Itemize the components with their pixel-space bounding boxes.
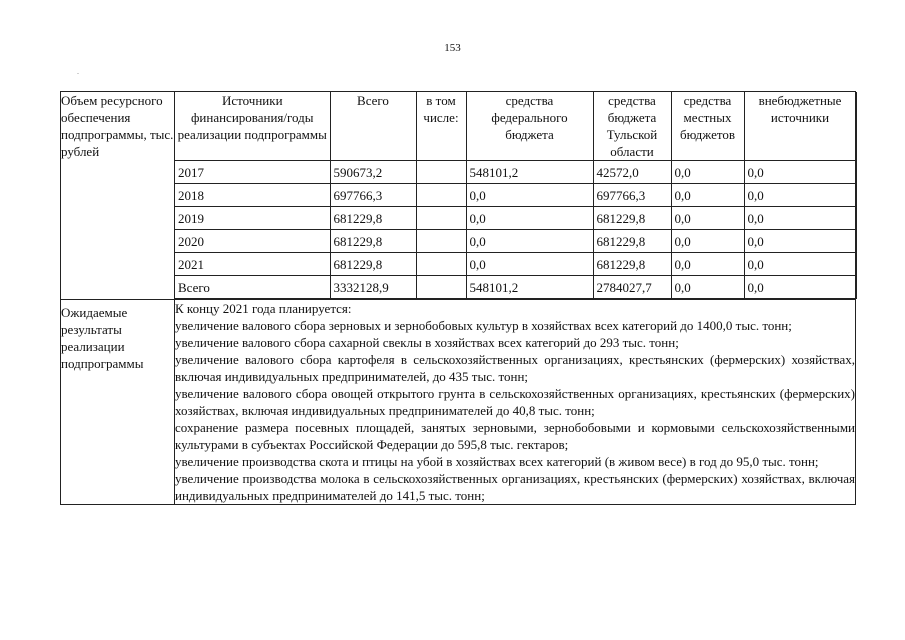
local-cell: 0,0 [671, 161, 744, 184]
year-cell: 2017 [175, 161, 330, 184]
extra-cell: 0,0 [744, 207, 856, 230]
financing-row-total [175, 276, 856, 299]
including-cell [416, 161, 466, 184]
results-intro: К концу 2021 года планируется: [175, 301, 352, 316]
including-cell [416, 230, 466, 253]
tula-cell: 42572,0 [593, 161, 671, 184]
extra-cell: 0,0 [744, 184, 856, 207]
year-cell: 2021 [175, 253, 330, 276]
including-cell [416, 253, 466, 276]
year-cell: 2018 [175, 184, 330, 207]
financing-cell [175, 92, 856, 300]
extra-cell: 0,0 [744, 161, 856, 184]
results-cell [175, 300, 856, 505]
including-cell [416, 184, 466, 207]
extra-cell: 0,0 [744, 276, 856, 299]
subprogram-passport-table [60, 91, 856, 505]
financing-row-2017 [175, 161, 856, 184]
including-cell [416, 276, 466, 299]
result-item: увеличение производства молока в сельскохозяйственных организациях, крестьянских (фермерских) хозяйствах, включая индивидуальных предпринимателей до 141,5 тыс. тонн; [175, 471, 855, 503]
local-cell: 0,0 [671, 184, 744, 207]
including-cell [416, 207, 466, 230]
local-cell: 0,0 [671, 276, 744, 299]
year-cell: 2019 [175, 207, 330, 230]
header-total: Всего [330, 92, 416, 161]
tula-cell: 2784027,7 [593, 276, 671, 299]
header-source: Источники финансирования/годы реализации подпрограммы [175, 92, 330, 161]
header-extra: внебюджетные источники [744, 92, 856, 161]
financing-row-2020 [175, 230, 856, 253]
extra-cell: 0,0 [744, 230, 856, 253]
header-federal: средства федерального бюджета [466, 92, 593, 161]
tula-cell: 681229,8 [593, 207, 671, 230]
financing-row-2018 [175, 184, 856, 207]
header-including: в том числе: [416, 92, 466, 161]
federal-cell: 0,0 [466, 230, 593, 253]
local-cell: 0,0 [671, 207, 744, 230]
header-local: средства местных бюджетов [671, 92, 744, 161]
total-cell: 3332128,9 [330, 276, 416, 299]
results-row [61, 300, 856, 505]
extra-cell: 0,0 [744, 253, 856, 276]
result-item: увеличение валового сбора картофеля в сельскохозяйственных организациях, крестьянских (фермерских) хозяйствах, включая индивидуальных предпринимателей, до 435 тыс. тонн; [175, 352, 855, 384]
tula-cell: 681229,8 [593, 253, 671, 276]
total-cell: 697766,3 [330, 184, 416, 207]
financing-header-row [175, 92, 856, 161]
result-item: сохранение размера посевных площадей, занятых зерновыми, зернобобовыми и кормовыми сельскохозяйственными культурами в субъектах Российской Федерации до 595,8 тыс. гектаров; [175, 420, 855, 452]
page-number: 153 [444, 42, 461, 54]
federal-cell: 548101,2 [466, 161, 593, 184]
financing-row-2021 [175, 253, 856, 276]
result-item: увеличение валового сбора зерновых и зернобобовых культур в хозяйствах всех категорий до 1400,0 тыс. тонн; [175, 318, 792, 333]
financing-row-2019 [175, 207, 856, 230]
federal-cell: 0,0 [466, 207, 593, 230]
tula-cell: 681229,8 [593, 230, 671, 253]
total-cell: 681229,8 [330, 230, 416, 253]
total-cell: 681229,8 [330, 207, 416, 230]
federal-cell: 0,0 [466, 253, 593, 276]
year-cell: 2020 [175, 230, 330, 253]
header-tula: средства бюджета Тульской области [593, 92, 671, 161]
total-cell: 590673,2 [330, 161, 416, 184]
total-cell: 681229,8 [330, 253, 416, 276]
results-label: Ожидаемые результаты реализации подпрограммы [61, 300, 175, 505]
stray-mark: . [77, 67, 79, 76]
financing-table [175, 92, 857, 299]
result-item: увеличение производства скота и птицы на убой в хозяйствах всех категорий (в живом весе) в год до 95,0 тыс. тонн; [175, 454, 819, 469]
year-cell: Всего [175, 276, 330, 299]
local-cell: 0,0 [671, 253, 744, 276]
federal-cell: 548101,2 [466, 276, 593, 299]
tula-cell: 697766,3 [593, 184, 671, 207]
resources-row [61, 92, 856, 300]
result-item: увеличение валового сбора сахарной свеклы в хозяйствах всех категорий до 293 тыс. тонн; [175, 335, 679, 350]
result-item: увеличение валового сбора овощей открытого грунта в сельскохозяйственных организациях, крестьянских (фермерских) хозяйствах, включая индивидуальных предпринимателей до 40,8 тыс. тонн; [175, 386, 855, 418]
local-cell: 0,0 [671, 230, 744, 253]
resources-label: Объем ресурсного обеспечения подпрограммы, тыс. рублей [61, 92, 175, 300]
federal-cell: 0,0 [466, 184, 593, 207]
